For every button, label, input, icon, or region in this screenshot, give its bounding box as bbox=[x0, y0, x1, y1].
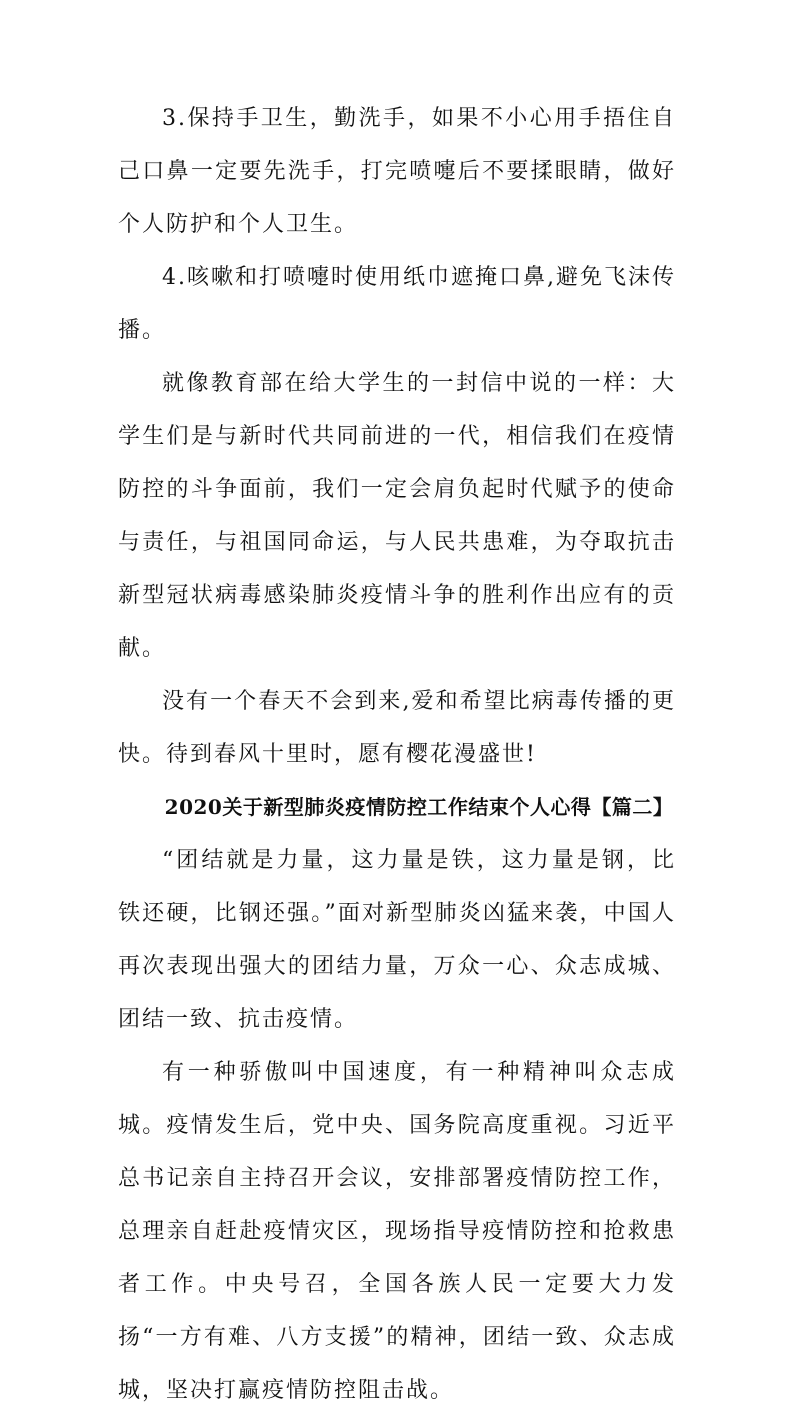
section-heading: 2020关于新型肺炎疫情防控工作结束个人心得【篇二】 bbox=[164, 795, 674, 819]
paragraph-hand-hygiene: 3.保持手卫生，勤洗手，如果不小心用手捂住自己口鼻一定要先洗手，打完喷嚏后不要揉眼睛，做好个人防护和个人卫生。 bbox=[118, 106, 676, 237]
paragraph-unity-strength: “团结就是力量，这力量是铁，这力量是钢，比铁还硬，比钢还强。”面对新型肺炎凶猛来袭，中国人再次表现出强大的团结力量，万众一心、众志成城、团结一致、抗击疫情。 bbox=[118, 848, 676, 1032]
document-page bbox=[118, 92, 676, 1417]
paragraph-spring-hope: 没有一个春天不会到来,爱和希望比病毒传播的更快。待到春风十里时，愿有樱花漫盛世! bbox=[118, 689, 676, 767]
paragraph-cough-etiquette: 4.咳嗽和打喷嚏时使用纸巾遮掩口鼻,避免飞沫传播。 bbox=[118, 265, 676, 343]
paragraph-education-letter: 就像教育部在给大学生的一封信中说的一样：大学生们是与新时代共同前进的一代，相信我们在疫情防控的斗争面前，我们一定会肩负起时代赋予的使命与责任，与祖国同命运，与人民共患难，为夺取抗击新型冠状病毒感染肺炎疫情斗争的胜利作出应有的贡献。 bbox=[118, 371, 676, 661]
paragraph-china-speed: 有一种骄傲叫中国速度，有一种精神叫众志成城。疫情发生后，党中央、国务院高度重视。习近平总书记亲自主持召开会议，安排部署疫情防控工作，总理亲自赶赴疫情灾区，现场指导疫情防控和抢救患者工作。中央号召，全国各族人民一定要大力发扬“一方有难、八方支援”的精神，团结一致、众志成城，坚决打赢疫情防控阻击战。 bbox=[118, 1060, 676, 1403]
